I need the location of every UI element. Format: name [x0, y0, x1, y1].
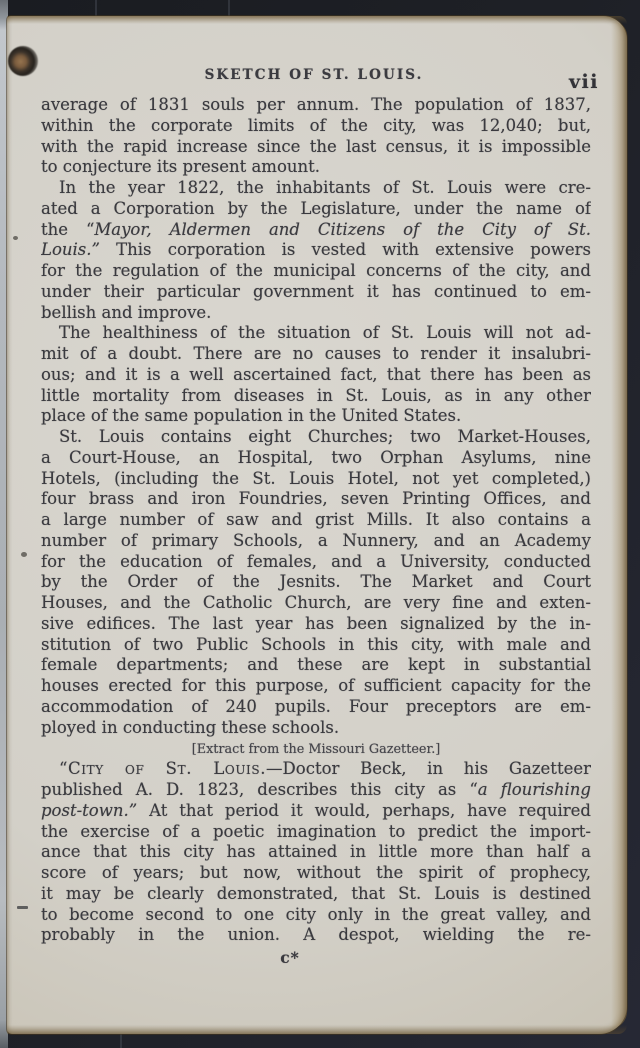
text-segment: In the year 1822, the inhabitants of St. Louis were cre- [59, 178, 591, 197]
text-segment: to become second to one city only in the great valley, and [41, 904, 591, 924]
text-line [41, 95, 591, 116]
page-number: vii [569, 71, 599, 93]
paragraph [41, 95, 591, 178]
text-line [41, 822, 591, 843]
text-segment: for the regulation of the municipal concerns of the city, and [41, 261, 591, 280]
text-line [41, 780, 591, 801]
text-line [41, 863, 591, 884]
text-line [41, 635, 591, 656]
text-segment: number of primary Schools, a Nunnery, and an Academy [41, 530, 591, 550]
text-line [41, 220, 591, 241]
text-segment: This corporation is vested with extensive powers [99, 240, 591, 260]
text-line [41, 614, 591, 635]
text-line [41, 801, 591, 822]
text-segment: St. Louis contains eight Churches; two Market-Houses, [59, 427, 591, 446]
text-line [41, 116, 591, 137]
text-line [41, 406, 591, 427]
text-line [41, 469, 591, 490]
text-line [41, 157, 591, 178]
text-line [41, 676, 591, 697]
text-line [41, 261, 591, 282]
text-line [41, 386, 591, 407]
paragraph [41, 178, 591, 323]
paragraph [41, 759, 591, 946]
signature-mark: c* [280, 948, 300, 967]
text-segment: ance that this city has attained in little more than half a [41, 842, 591, 862]
text-line [41, 552, 591, 573]
text-segment: ated a Corporation by the Legislature, under the name of [41, 198, 591, 218]
text-segment: a large number of saw and grist Mills. It also contains a [41, 510, 591, 529]
background-edge-line [120, 1032, 122, 1048]
ink-speck [13, 236, 18, 240]
paragraph [41, 427, 591, 738]
text-segment: —Doctor Beck, in his Gazetteer [266, 759, 591, 779]
text-segment: Louis.” [41, 240, 100, 260]
text-segment: At that period it would, perhaps, have required [137, 800, 591, 820]
text-segment: the “ [41, 219, 95, 239]
text-line [41, 718, 591, 739]
text-line [41, 884, 591, 905]
paragraph [41, 323, 591, 427]
text-segment: Mayor, Aldermen and Citizens of the City of St. [94, 219, 591, 239]
text-segment: a flourishing [477, 780, 591, 799]
text-segment: stitution of two Public Schools in this city, with male and [41, 634, 591, 654]
text-segment: four brass and iron Foundries, seven Printing Offices, and [41, 489, 591, 509]
text-segment: a Court-House, an Hospital, two Orphan Asylums, nine [41, 447, 591, 467]
text-segment: for the education of females, and a University, conducted [41, 551, 591, 571]
text-segment: mit of a doubt. There are no causes to render it insalubri- [41, 344, 591, 363]
text-line [41, 925, 591, 946]
extract-heading [41, 741, 591, 758]
text-line [41, 905, 591, 926]
text-segment: within the corporate limits of the city, was 12,040; but, [41, 115, 591, 135]
text-segment: average of 1831 souls per annum. The population of 1837, [41, 95, 591, 114]
text-line [41, 572, 591, 593]
text-line [41, 303, 591, 324]
text-line [41, 655, 591, 676]
text-line [41, 199, 591, 220]
text-segment: with the rapid increase since the last census, it is impossible [41, 136, 591, 156]
text-segment: the exercise of a poetic imagination to predict the import- [41, 821, 591, 841]
text-line [41, 178, 591, 199]
text-segment: to conjecture its present amount. [41, 157, 321, 177]
ink-speck [21, 552, 27, 557]
text-line [41, 741, 591, 758]
text-line [41, 427, 591, 448]
text-segment: score of years; but now, without the spirit of prophecy, [41, 863, 591, 882]
text-segment: ployed in conducting these schools. [41, 717, 340, 737]
text-line [41, 593, 591, 614]
text-segment: Hotels, (including the St. Louis Hotel, not yet completed,) [41, 468, 591, 488]
text-segment: by the Order of the Jesnits. The Market and Court [41, 572, 591, 592]
page-bottom-edge [7, 1025, 627, 1034]
text-segment: little mortality from diseases in St. Louis, as in any other [41, 385, 591, 405]
text-line [41, 240, 591, 261]
text-block [41, 95, 591, 967]
text-line [41, 137, 591, 158]
text-segment: probably in the union. A despot, wielding the re- [41, 925, 591, 945]
ink-hole-artifact [8, 46, 38, 76]
text-line [41, 323, 591, 344]
text-line [41, 510, 591, 531]
text-line [41, 759, 591, 780]
text-line [41, 365, 591, 386]
running-title: SKETCH OF ST. LOUIS. [204, 67, 424, 83]
text-segment: female departments; and these are kept in substantial [41, 655, 591, 675]
text-segment: houses erected for this purpose, of sufficient capacity for the [41, 676, 591, 695]
page-fore-edge [611, 22, 627, 1028]
text-segment: accommodation of 240 pupils. Four preceptors are em- [41, 696, 591, 716]
text-segment: under their particular government it has continued to em- [41, 281, 591, 301]
page-top-edge [7, 16, 627, 24]
text-line [41, 344, 591, 365]
text-segment: ous; and it is a well ascertained fact, that there has been as [41, 364, 591, 384]
text-segment: The healthiness of the situation of St. Louis will not ad- [59, 323, 591, 343]
text-segment: “City of St. Louis. [59, 759, 267, 779]
text-line [41, 489, 591, 510]
text-segment: post-town.” [41, 800, 138, 820]
text-line [41, 842, 591, 863]
text-line [41, 282, 591, 303]
text-segment: place of the same population in the United States. [41, 406, 462, 426]
text-line [41, 448, 591, 469]
text-segment: bellish and improve. [41, 302, 212, 322]
text-segment: it may be clearly demonstrated, that St. Louis is destined [41, 883, 591, 903]
margin-dash-mark [17, 906, 28, 909]
text-segment: Houses, and the Catholic Church, are very fine and exten- [41, 593, 591, 612]
text-line [41, 697, 591, 718]
text-line [41, 531, 591, 552]
book-page [7, 16, 627, 1034]
text-segment: published A. D. 1823, describes this city as “ [41, 780, 478, 799]
text-segment: [Extract from the Missouri Gazetteer.] [191, 742, 441, 758]
text-segment: sive edifices. The last year has been signalized by the in- [41, 613, 591, 633]
